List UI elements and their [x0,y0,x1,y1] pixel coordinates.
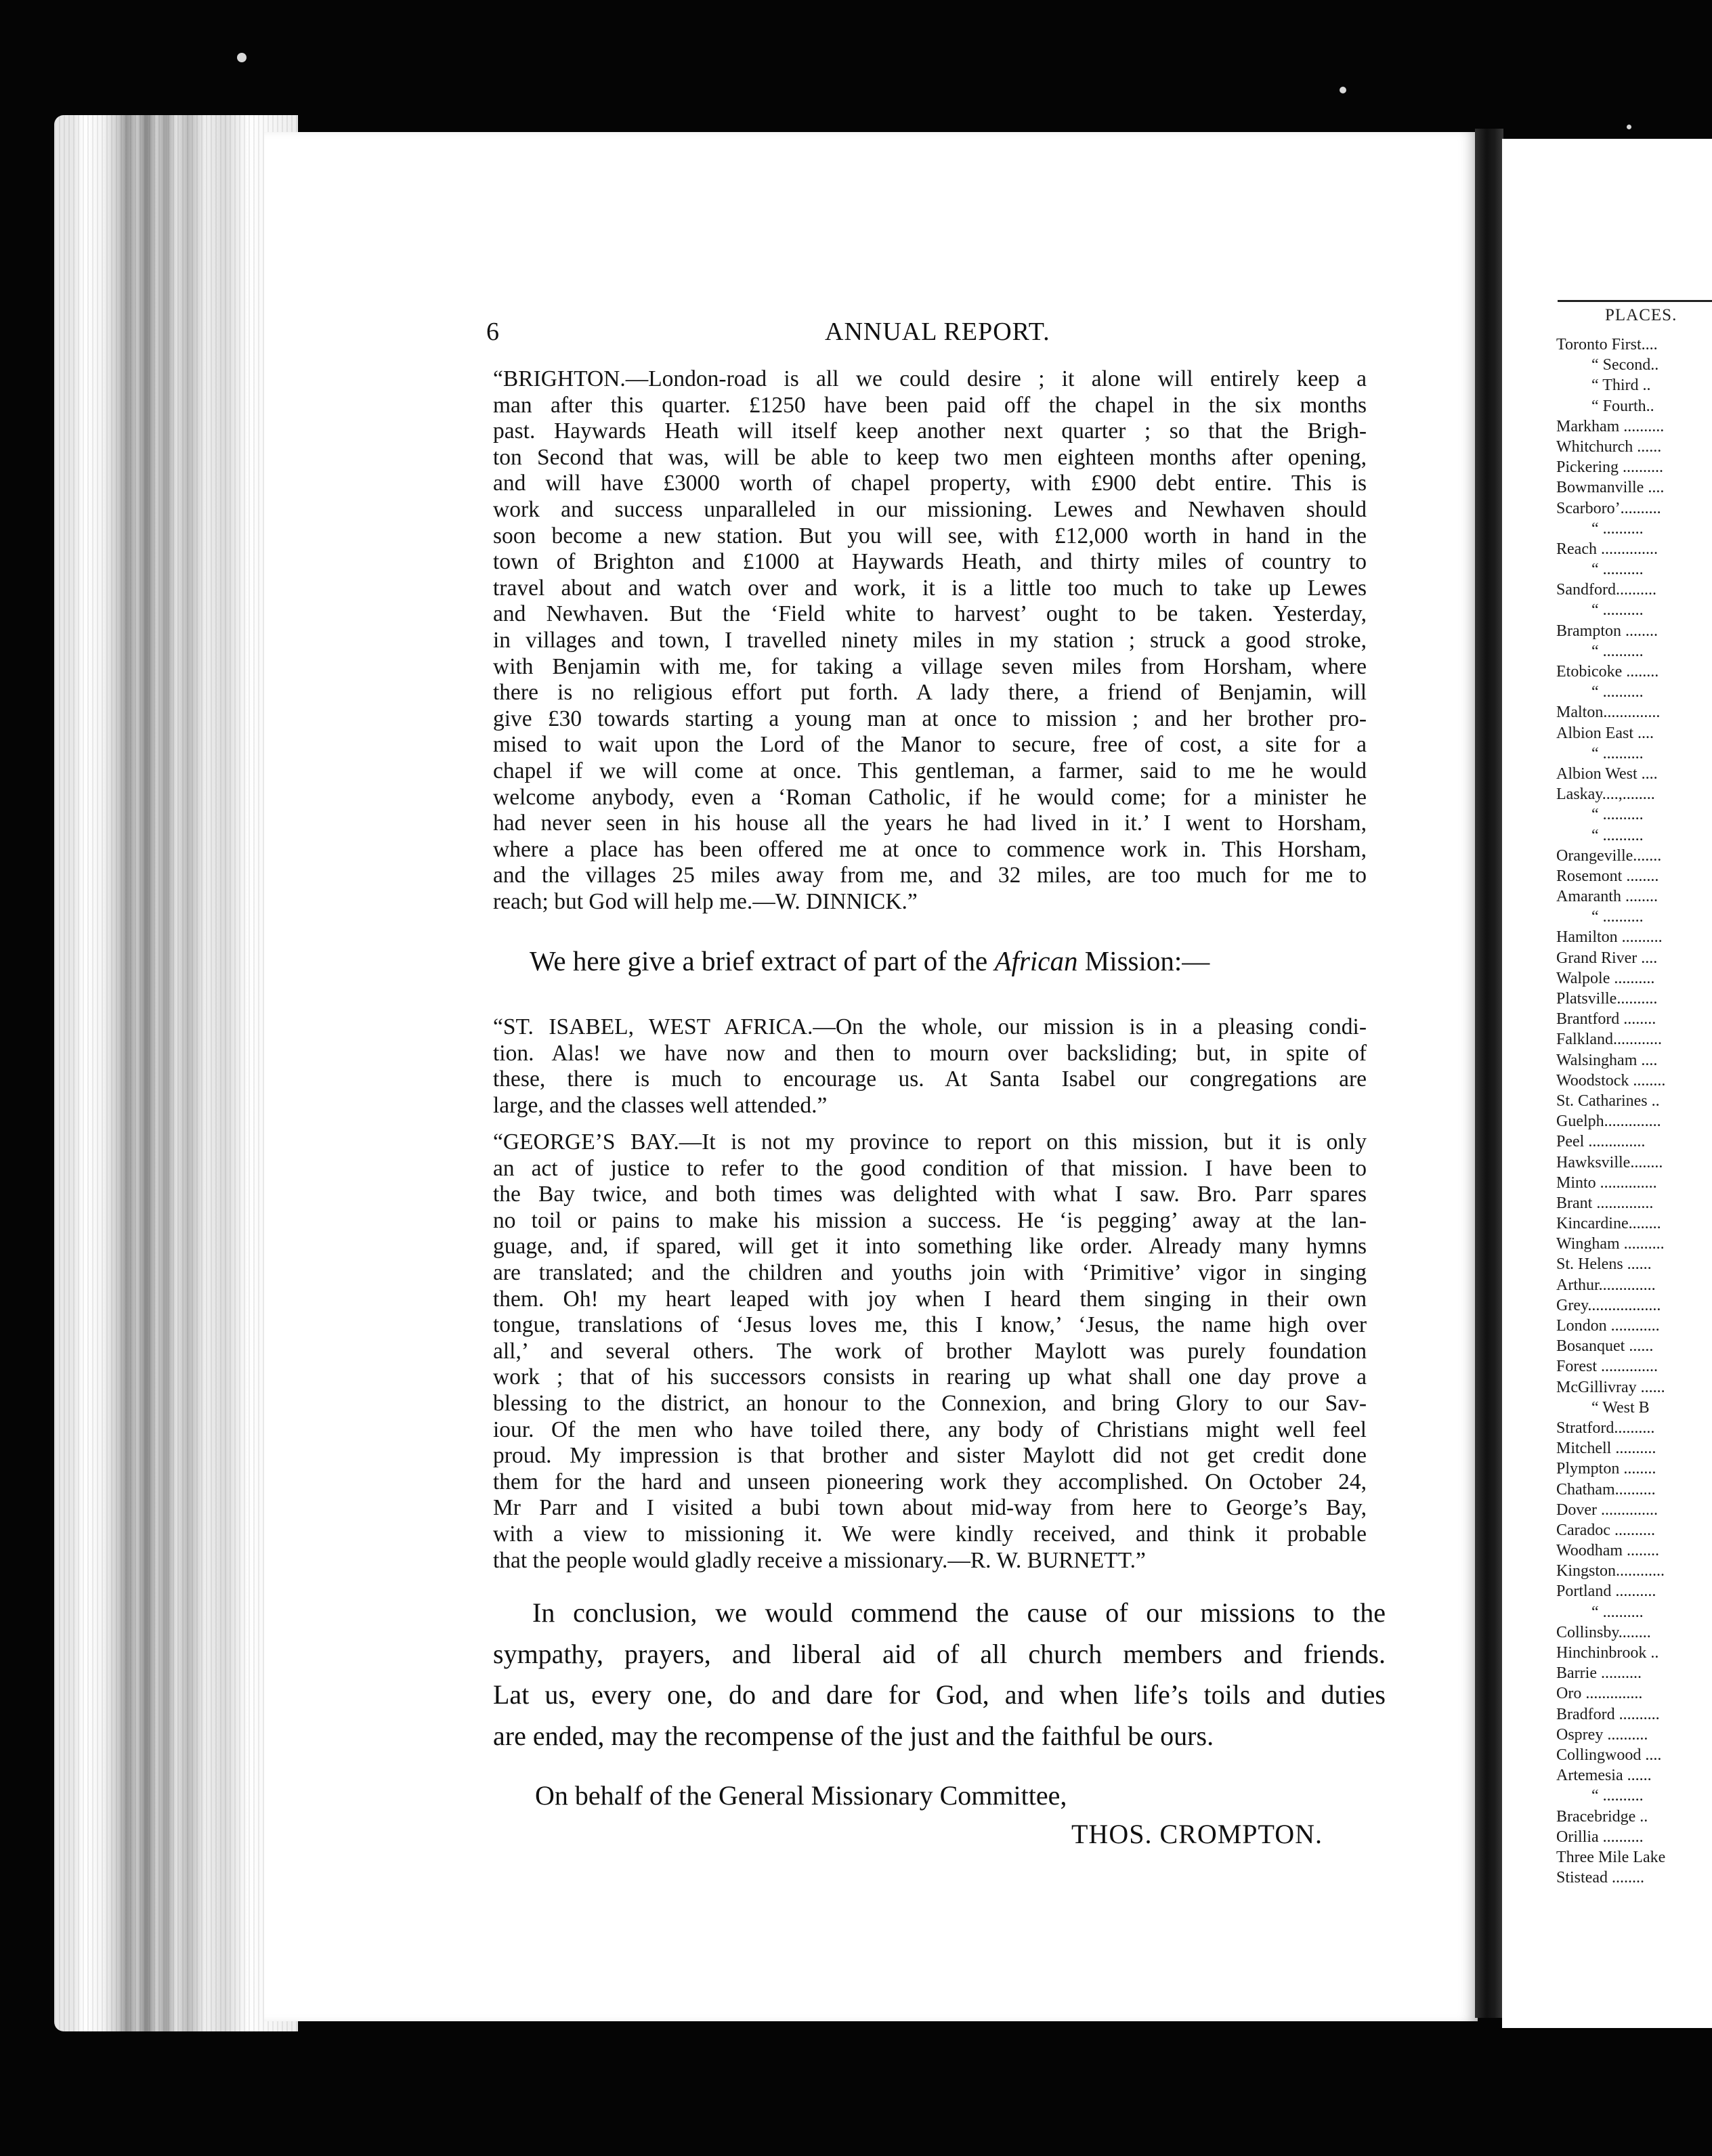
conclusion-lines [493,1593,1386,1756]
place-row: McGillivray ...... [1556,1378,1665,1396]
place-row: Walpole .......... [1556,969,1655,987]
text-line: them for the hard and unseen pioneering work they accomplished. On October 24, [493,1469,1367,1494]
text-line: are ended, may the recompense of the just and the faithful be ours. [493,1720,1214,1751]
text-line: proud. My impression is that brother and sister Maylott did not get credit done [493,1443,1367,1469]
place-row: Plympton ........ [1556,1460,1656,1478]
place-row: “ .......... [1591,601,1644,620]
text-line: are translated; and the children and youths join with ‘Primitive’ vigor in singing [493,1259,1367,1285]
brighton-letter-lines [493,366,1367,915]
place-row: “ .......... [1591,806,1644,824]
place-row: Peel .............. [1556,1133,1646,1151]
place-row: Grand River .... [1556,949,1658,967]
text-line: work and success unparalleled in our missioning. Lewes and Newhaven should [493,496,1367,522]
text-line: with Benjamin with me, for taking a village seven miles from Horsham, where [493,653,1367,679]
st-isabel-letter-lines [493,1014,1367,1119]
text-line: tongue, translations of ‘Jesus loves me, this I know,’ ‘Jesus, the name high over [493,1312,1367,1338]
place-row: “ .......... [1591,683,1644,702]
georges-bay-letter [493,1129,1367,1574]
text-line: tion. Alas! we have now and then to mourn over backsliding; but, in spite of [493,1040,1367,1066]
text-line: “BRIGHTON.—London-road is all we could desire ; it alone will entirely keep a [493,366,1367,391]
place-row: Bowmanville .... [1556,479,1665,497]
text-line: soon become a new station. But you will see, with £12,000 worth in hand in the [493,523,1367,548]
place-row: “ .......... [1591,561,1644,579]
place-row: Osprey .......... [1556,1725,1648,1744]
intro-italic: African [994,945,1078,976]
text-line: iour. Of the men who have toiled there, any body of Christians might well feel [493,1417,1367,1442]
place-row: Arthur.............. [1556,1276,1656,1294]
place-row: “ .......... [1591,642,1644,660]
text-line: Mr Parr and I visited a bubi town about mid-way from here to George’s Bay, [493,1495,1367,1521]
place-row: Stratford.......... [1556,1419,1655,1437]
place-row: Bosanquet ...... [1556,1337,1654,1356]
text-line: and will have £3000 worth of chapel property, with £900 debt entire. This is [493,471,1367,496]
st-isabel-letter [493,1014,1367,1119]
book-gutter [1475,129,1503,2018]
place-row: Dover .............. [1556,1501,1658,1519]
place-row: “ .......... [1591,1787,1644,1805]
place-row: Collingwood .... [1556,1746,1662,1764]
place-row: “ Fourth.. [1591,397,1654,415]
text-line: guage, and, if spared, will get it into something like order. Already many hymns [493,1234,1367,1259]
text-line: travel about and watch over and work, it is a little too much to take up Lewes [493,575,1367,601]
intro-text: We here give a brief extract of part of the [530,945,995,976]
place-row: Etobicoke ........ [1556,663,1659,681]
place-row: St. Helens ...... [1556,1255,1652,1274]
intro-text-end: Mission:— [1077,945,1210,976]
place-row: Hinchinbrook .. [1556,1644,1659,1662]
page-number: 6 [486,318,500,346]
book-page-edges [54,115,298,2031]
text-line: past. Haywards Heath will itself keep another next quarter ; so that the Brigh- [493,418,1367,444]
places-heading: PLACES. [1605,306,1677,324]
text-line: no toil or pains to make his mission a success. He ‘is pegging’ away at the lan- [493,1207,1367,1233]
african-mission-intro [530,945,1410,977]
text-line: man after this quarter. £1250 have been paid off the chapel in the six months [493,392,1367,418]
place-row: Kincardine........ [1556,1215,1661,1233]
text-line: blessing to the district, an honour to the Connexion, and bring Glory to our Sav- [493,1390,1367,1416]
place-row: Albion West .... [1556,764,1658,783]
place-row: Guelph.............. [1556,1113,1661,1131]
georges-bay-letter-lines [493,1129,1367,1574]
signature: THOS. CROMPTON. [1071,1819,1323,1849]
place-row: Malton.............. [1556,704,1661,722]
text-line: in villages and town, I travelled ninety miles in my station ; struck a good stroke, [493,627,1367,653]
place-row: Brant .............. [1556,1194,1654,1212]
brighton-letter [493,366,1367,915]
text-line: town of Brighton and £1000 at Haywards Heath, and thirty miles of country to [493,549,1367,575]
place-row: Falkland............ [1556,1031,1662,1049]
place-row: “ .......... [1591,519,1644,538]
place-row: Reach .............. [1556,540,1658,558]
place-row: Barrie .......... [1556,1664,1642,1683]
place-row: Toronto First.... [1556,336,1658,353]
text-line: them. Oh! my heart leaped with joy when I heard them singing in their own [493,1286,1367,1312]
dust-speck [237,53,247,62]
place-row: Orangeville....... [1556,846,1662,865]
behalf-line: On behalf of the General Missionary Committee, [535,1780,1067,1811]
text-line: where a place has been offered me at once to commence work in. This Horsham, [493,836,1367,862]
text-line: mised to wait upon the Lord of the Manor to secure, free of cost, a site for a [493,732,1367,758]
place-row: Mitchell .......... [1556,1440,1656,1458]
conclusion-paragraph [493,1593,1386,1756]
text-line: and Newhaven. But the ‘Field white to harvest’ ought to be taken. Yesterday, [493,601,1367,627]
place-row: Portland .......... [1556,1582,1656,1601]
place-row: “ .......... [1591,908,1644,926]
place-row: Kingston............ [1556,1562,1665,1580]
place-row: “ West B [1591,1398,1650,1417]
text-line: “ST. ISABEL, WEST AFRICA.—On the whole, our mission is in a pleasing condi- [493,1014,1367,1039]
place-row: Brampton ........ [1556,622,1658,640]
place-row: “ Third .. [1591,376,1651,395]
text-line: reach; but God will help me.—W. DINNICK.” [493,888,918,914]
place-row: Oro .............. [1556,1685,1643,1703]
place-row: Walsingham .... [1556,1051,1658,1069]
place-row: St. Catharines .. [1556,1092,1660,1110]
place-row: Bradford .......... [1556,1705,1660,1723]
dust-speck [1340,87,1346,93]
text-line: had never seen in his house all the years he had lived in it.’ I went to Horsham, [493,811,1367,836]
place-row: Caradoc .......... [1556,1521,1655,1539]
text-line: In conclusion, we would commend the cause of our missions to the [532,1597,1386,1628]
place-row: Sandford.......... [1556,581,1656,599]
dust-speck [1627,125,1631,129]
place-row: Amaranth ........ [1556,888,1658,906]
place-row: Orillia .......... [1556,1828,1644,1846]
place-row: Markham .......... [1556,417,1665,435]
text-line: and the villages 25 miles away from me, and 32 miles, are too much for me to [493,863,1367,888]
place-row: “ .......... [1591,1603,1644,1621]
text-line: the Bay twice, and both times was delighted with what I saw. Bro. Parr spares [493,1182,1367,1207]
text-line: Lat us, every one, do and dare for God, and when life’s toils and duties [493,1679,1386,1710]
place-row: Chatham.......... [1556,1480,1656,1499]
places-header-rule [1558,300,1712,302]
place-row: Woodham ........ [1556,1542,1660,1560]
place-row: Minto .............. [1556,1173,1657,1192]
place-row: Rosemont ........ [1556,867,1659,885]
place-row: Grey.................. [1556,1296,1661,1314]
text-line: work ; that of his successors consists in rearing up what shall one day prove a [493,1364,1367,1390]
place-row: Laskay....,........ [1556,785,1655,804]
places-list [1556,335,1712,1888]
place-row: Bracebridge .. [1556,1807,1648,1826]
text-line: welcome anybody, even a ‘Roman Catholic, if he would come; for a minister he [493,784,1367,810]
text-line: all,’ and several others. The work of brother Maylott was purely foundation [493,1338,1367,1364]
text-line: ton Second that was, will be able to keep two men eighteen months after opening, [493,444,1367,470]
place-row: “ Second.. [1591,356,1659,374]
text-line: an act of justice to refer to the good condition of that mission. I have been to [493,1155,1367,1181]
place-row: Stistead ........ [1556,1869,1644,1887]
text-line: that the people would gladly receive a missionary.—R. W. BURNETT.” [493,1547,1146,1573]
place-row: “ .......... [1591,744,1644,762]
place-row: Pickering .......... [1556,458,1663,477]
place-row: Woodstock ........ [1556,1071,1666,1090]
place-row: Scarboro’.......... [1556,499,1661,517]
place-row: Hamilton .......... [1556,928,1663,947]
place-row: Platsville.......... [1556,990,1658,1008]
text-line: there is no religious effort put forth. A lady there, a friend of Benjamin, will [493,680,1367,706]
text-line: sympathy, prayers, and liberal aid of all church members and friends. [493,1638,1386,1669]
place-row: Collinsby........ [1556,1623,1651,1641]
place-row: Three Mile Lake [1556,1848,1666,1866]
place-row: Brantford ........ [1556,1010,1656,1029]
place-row: Hawksville........ [1556,1153,1663,1171]
place-row: Wingham .......... [1556,1235,1665,1253]
place-row: Albion East .... [1556,724,1654,742]
running-head-title: ANNUAL REPORT. [825,318,1050,346]
text-line: give £30 towards starting a young man at once to mission ; and her brother pro- [493,706,1367,731]
place-row: Artemesia ...... [1556,1767,1652,1785]
text-line: large, and the classes well attended.” [493,1092,828,1118]
text-line: these, there is much to encourage us. At Santa Isabel our congregations are [493,1066,1367,1092]
place-row: Whitchurch ...... [1556,437,1662,456]
text-line: “GEORGE’S BAY.—It is not my province to report on this mission, but it is only [493,1129,1367,1155]
place-row: London ............ [1556,1317,1660,1335]
place-row: Forest .............. [1556,1358,1658,1376]
text-line: with a view to missioning it. We were kindly received, and think it probable [493,1521,1367,1547]
text-line: chapel if we will come at once. This gentleman, a farmer, said to me he would [493,758,1367,783]
place-row: “ .......... [1591,826,1644,844]
